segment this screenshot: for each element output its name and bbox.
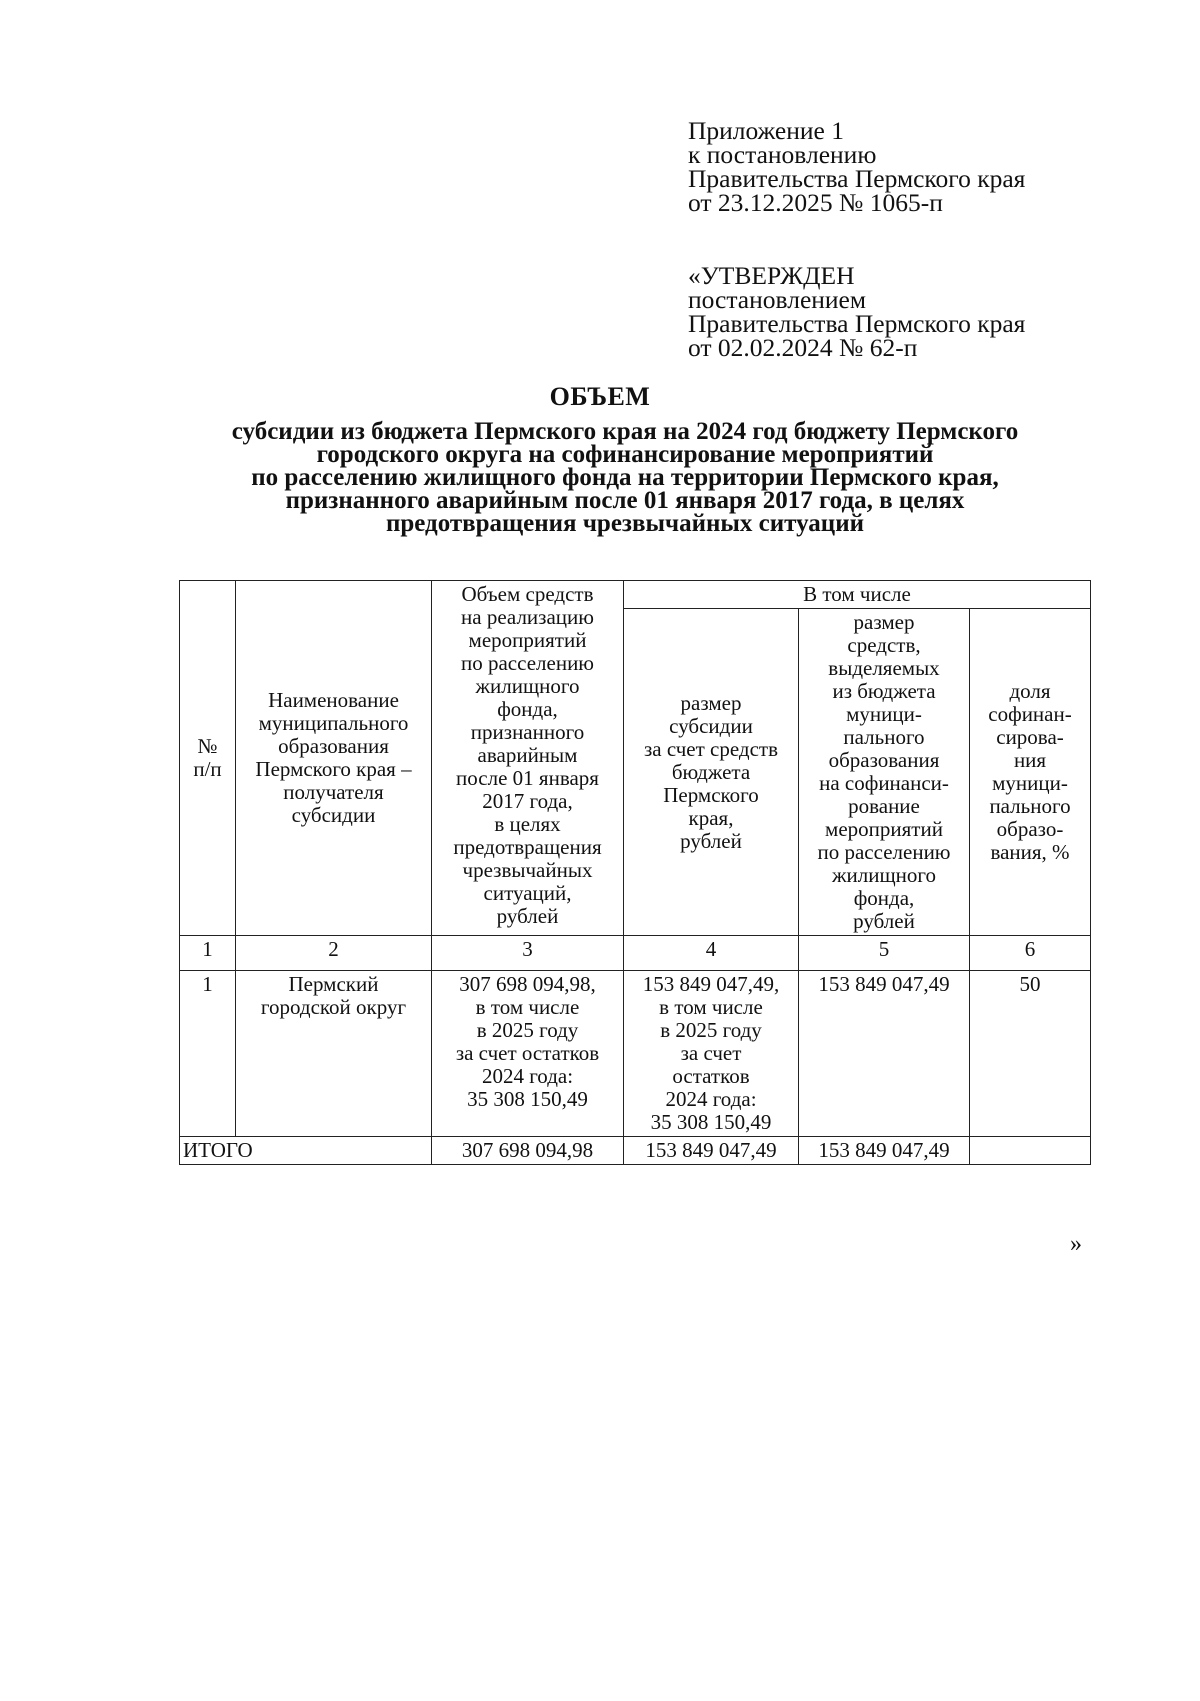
subtitle-line: городского округа на софинансирование мероприятий xyxy=(316,441,934,468)
header-number: № п/п xyxy=(180,581,236,936)
column-number: 1 xyxy=(180,936,236,971)
appendix-line: Правительства Пермского края xyxy=(688,164,1026,193)
appendix-line: от 23.12.2025 № 1065-п xyxy=(688,188,943,217)
header-cofinancing-share: доля софинан- сирова- ния муници- пального образо- вания, % xyxy=(970,609,1091,936)
cell-municipal-funds: 153 849 047,49 xyxy=(799,971,970,1137)
cell-municipality: Пермский городской округ xyxy=(236,971,432,1137)
subtitle-line: признанного аварийным после 01 января 2017 года, в целях xyxy=(285,487,965,514)
subtitle-line: субсидии из бюджета Пермского края на 2024 год бюджету Пермского xyxy=(231,418,1019,445)
appendix-line: Приложение 1 xyxy=(688,116,844,145)
header-municipality: Наименование муниципального образования Пермского края – получателя субсидии xyxy=(236,581,432,936)
cell-number: 1 xyxy=(180,971,236,1137)
total-subsidy: 153 849 047,49 xyxy=(624,1137,799,1165)
subtitle-line: предотвращения чрезвычайных ситуаций xyxy=(385,510,865,537)
cell-subsidy-amount: 153 849 047,49, в том числе в 2025 году за счет остатков 2024 года: 35 308 150,49 xyxy=(624,971,799,1137)
document-subtitle xyxy=(160,420,1090,535)
cell-total-volume: 307 698 094,98, в том числе в 2025 году за счет остатков 2024 года: 35 308 150,49 xyxy=(432,971,624,1137)
appendix-line: к постановлению xyxy=(688,140,877,169)
column-number: 6 xyxy=(970,936,1091,971)
total-share xyxy=(970,1137,1091,1165)
approval-line: от 02.02.2024 № 62-п xyxy=(688,333,918,362)
total-municipal: 153 849 047,49 xyxy=(799,1137,970,1165)
closing-quote: » xyxy=(1070,1231,1082,1257)
header-total-volume: Объем средств на реализацию мероприятий по расселению жилищного фонда, признанного аварийным после 01 января 2017 года, в целях предотвращения чрезвычайных ситуаций, рублей xyxy=(432,581,624,936)
header-municipal-funds: размер средств, выделяемых из бюджета муници- пального образования на софинанси- рование мероприятий по расселению жилищного фонда, рублей xyxy=(799,609,970,936)
total-row xyxy=(180,1137,1091,1165)
total-volume: 307 698 094,98 xyxy=(432,1137,624,1165)
header-subsidy-amount: размер субсидии за счет средств бюджета Пермского края, рублей xyxy=(624,609,799,936)
column-number-row xyxy=(180,936,1091,971)
column-number: 5 xyxy=(799,936,970,971)
document-title: ОБЪЕМ xyxy=(549,382,651,411)
approval-line: Правительства Пермского края xyxy=(688,309,1026,338)
cell-cofinancing-share: 50 xyxy=(970,971,1091,1137)
approval-line: постановлением xyxy=(688,285,867,314)
column-number: 3 xyxy=(432,936,624,971)
header-row xyxy=(180,581,1091,609)
header-including: В том числе xyxy=(624,581,1091,609)
approval-line: «УТВЕРЖДЕН xyxy=(688,261,855,290)
appendix-block xyxy=(688,116,1026,217)
column-number: 4 xyxy=(624,936,799,971)
subtitle-line: по расселению жилищного фонда на территории Пермского края, xyxy=(251,464,999,491)
table-row xyxy=(180,971,1091,1137)
approval-block xyxy=(688,261,1026,362)
subsidy-table xyxy=(179,580,1091,1165)
column-number: 2 xyxy=(236,936,432,971)
total-label: ИТОГО xyxy=(180,1137,432,1165)
